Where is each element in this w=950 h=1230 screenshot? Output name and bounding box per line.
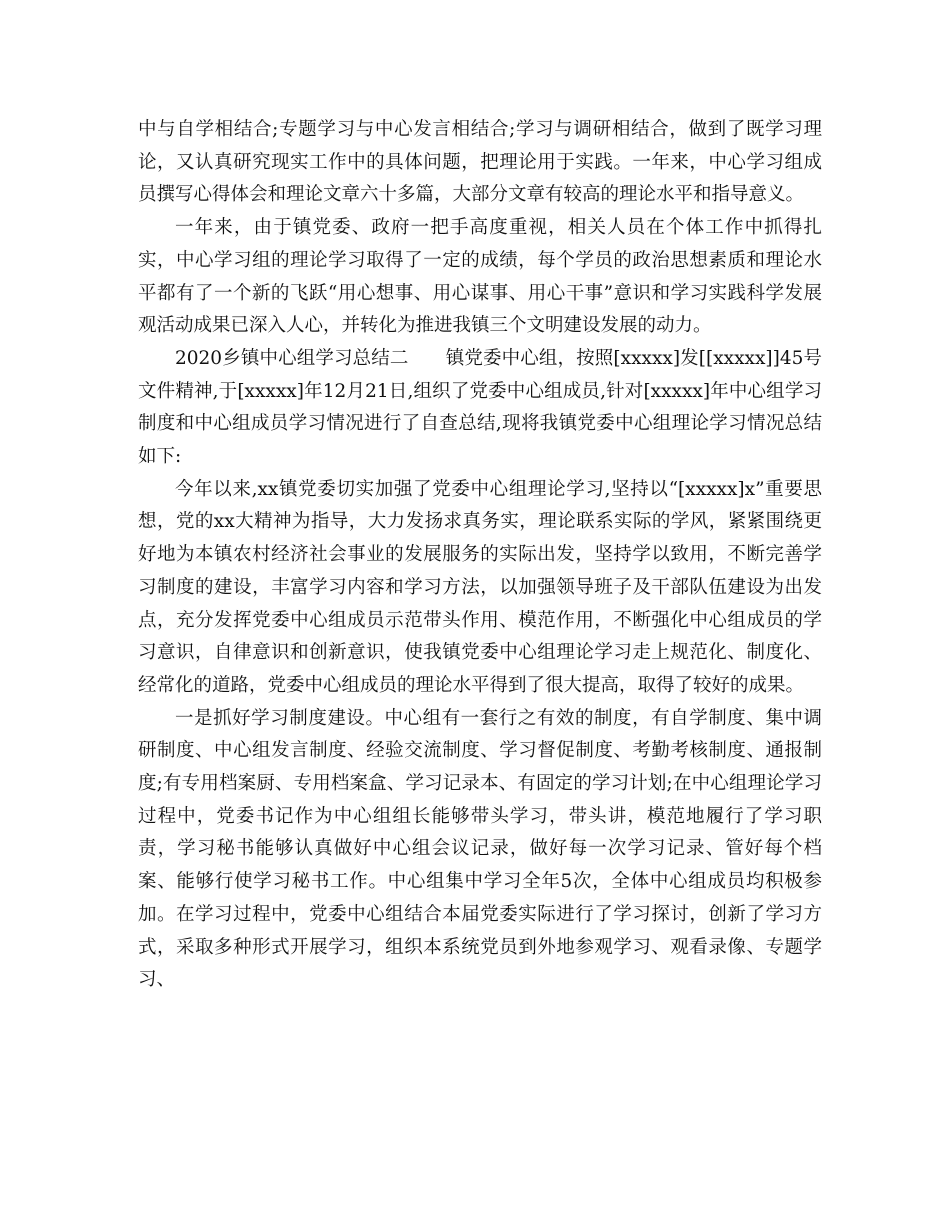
paragraph-summary-two-intro: 2020乡镇中心组学习总结二 镇党委中心组，按照[xxxxx]发[[xxxxx]]45号文件精神,于[xxxxx]年12月21日,组织了党委中心组成员,针对[xxxxx]年中心组学习制度和中心组成员学习情况进行了自查总结,现将我镇党委中心组理论学习情况总结如下:	[138, 347, 822, 468]
paragraph-this-year: 今年以来,xx镇党委切实加强了党委中心组理论学习,坚持以“[xxxxx]x”重要思想，党的xx大精神为指导，大力发扬求真务实，理论联系实际的学风，紧紧围绕更好地为本镇农村经济社会事业的发展服务的实际出发，坚持学以致用，不断完善学习制度的建设，丰富学习内容和学习方法，以加强领导班子及干部队伍建设为出发点，充分发挥党委中心组成员示范带头作用、模范作用，不断强化中心组成员的学习意识，自律意识和创新意识，使我镇党委中心组理论学习走上规范化、制度化、经常化的道路，党委中心组成员的理论水平得到了很大提高，取得了较好的成果。	[138, 478, 822, 696]
document-body	[138, 114, 822, 997]
paragraph-system-building: 一是抓好学习制度建设。中心组有一套行之有效的制度，有自学制度、集中调研制度、中心组发言制度、经验交流制度、学习督促制度、考勤考核制度、通报制度;有专用档案厨、专用档案盒、学习记录本、有固定的学习计划;在中心组理论学习过程中，党委书记作为中心组组长能够带头学习，带头讲，模范地履行了学习职责，学习秘书能够认真做好中心组会议记录，做好每一次学习记录、管好每个档案、能够行使学习秘书工作。中心组集中学习全年5次，全体中心组成员均积极参加。在学习过程中，党委中心组结合本届党委实际进行了学习探讨，创新了学习方式，采取多种形式开展学习，组织本系统党员到外地参观学习、观看录像、专题学习、	[138, 707, 822, 991]
paragraph-achievements: 一年来，由于镇党委、政府一把手高度重视，相关人员在个体工作中抓得扎实，中心学习组的理论学习取得了一定的成绩，每个学员的政治思想素质和理论水平都有了一个新的飞跃“用心想事、用心谋事、用心干事”意识和学习实践科学发展观活动成果已深入人心，并转化为推进我镇三个文明建设发展的动力。	[138, 217, 822, 337]
paragraph-continuation: 中与自学相结合;专题学习与中心发言相结合;学习与调研相结合，做到了既学习理论，又认真研究现实工作中的具体问题，把理论用于实践。一年来，中心学习组成员撰写心得体会和理论文章六十多篇，大部分文章有较高的理论水平和指导意义。	[138, 119, 822, 206]
